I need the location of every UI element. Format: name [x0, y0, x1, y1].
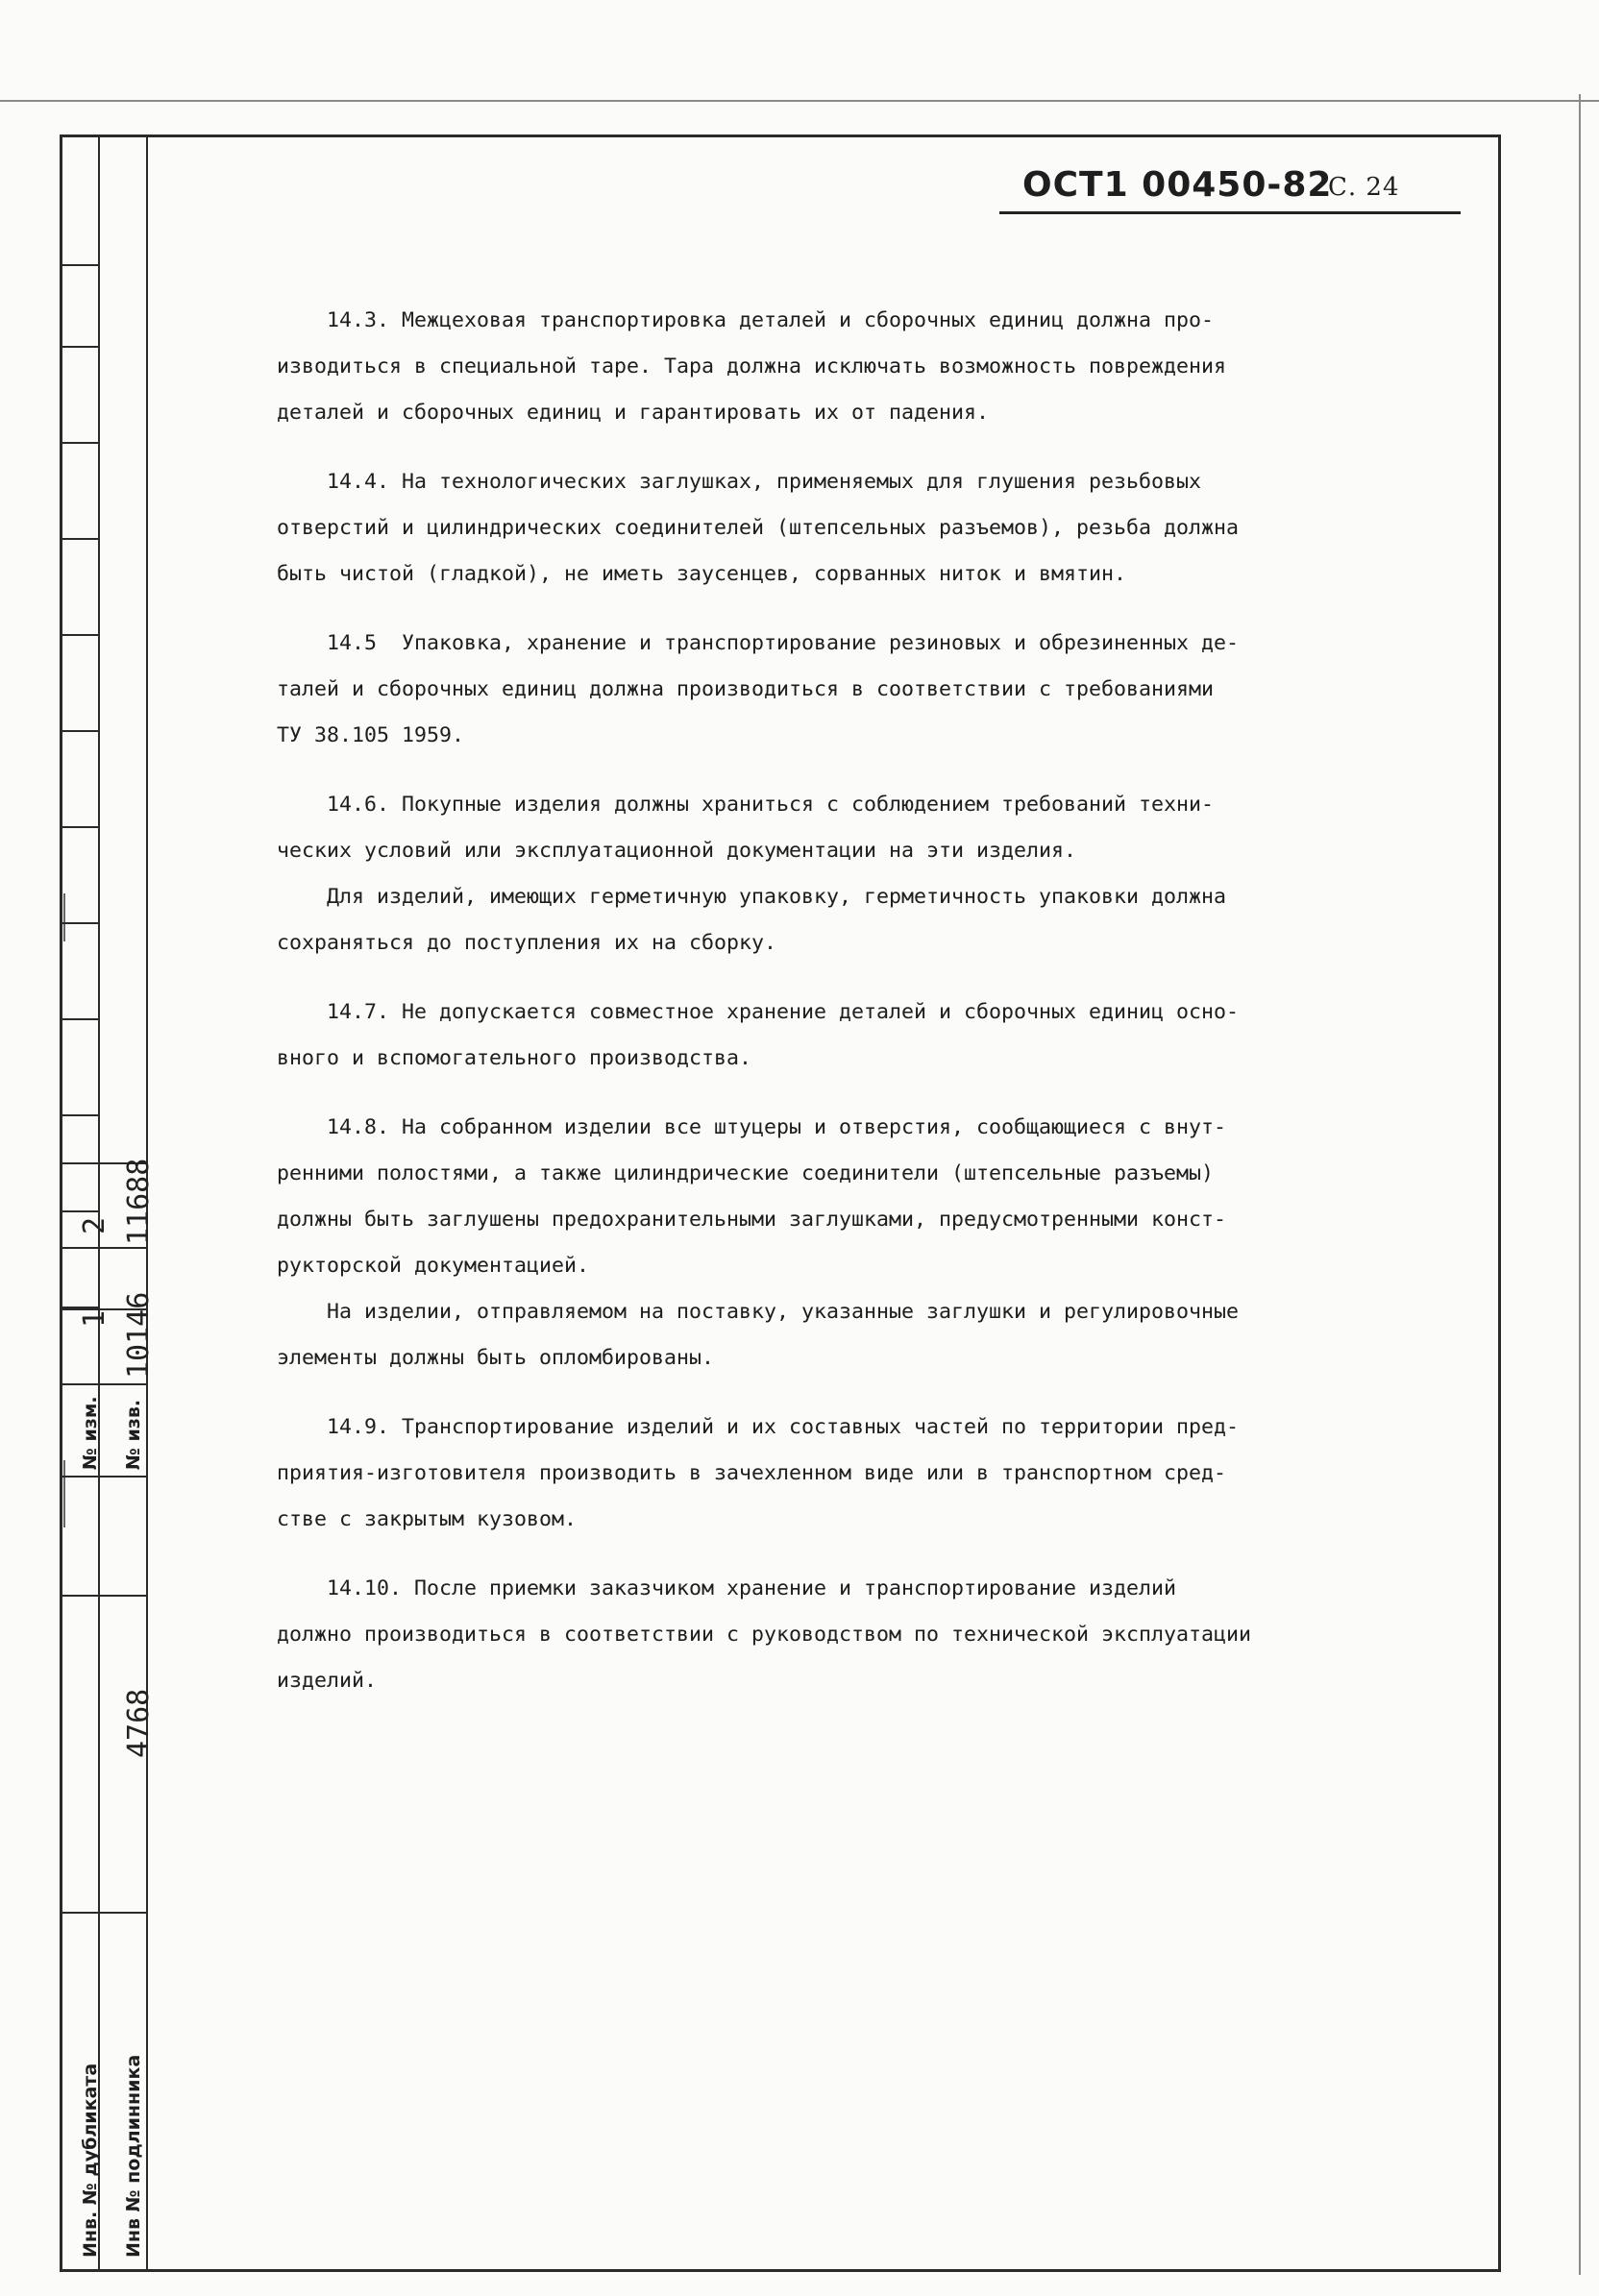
text-line: приятия-изготовителя производить в зачехленном виде или в транспортном сред-: [277, 1461, 1227, 1485]
text-line: изводиться в специальной таре. Тара должна исключать возможность повреждения: [277, 354, 1227, 379]
text-line: рукторской документацией.: [277, 1254, 590, 1278]
strip-divider: [60, 1018, 100, 1020]
text-line: элементы должны быть опломбированы.: [277, 1346, 715, 1370]
paragraph: [277, 782, 1441, 966]
text-line: талей и сборочных единиц должна производиться в соответствии с требованиями: [277, 677, 1215, 701]
paragraph: [277, 1404, 1441, 1543]
text-line: 14.9. Транспортирование изделий и их составных частей по территории пред-: [277, 1415, 1240, 1439]
paragraph-gap: [277, 598, 1441, 621]
document-number: ОСТ1 00450-82: [1022, 165, 1333, 205]
text-line: 14.5 Упаковка, хранение и транспортирование резиновых и обрезиненных де-: [277, 631, 1240, 655]
paragraph-gap: [277, 1082, 1441, 1105]
text-line: 14.3. Межцеховая транспортировка деталей и сборочных единиц должна про-: [277, 308, 1215, 332]
text-line: 14.7. Не допускается совместное хранение деталей и сборочных единиц осно-: [277, 1000, 1240, 1024]
text-line: стве с закрытым кузовом.: [277, 1507, 578, 1531]
strip-divider: [60, 1114, 100, 1116]
revision-izm-1: 1: [78, 1309, 111, 1328]
text-line: изделий.: [277, 1669, 378, 1693]
text-line: Для изделий, имеющих герметичную упаковку, герметичность упаковки должна: [277, 885, 1227, 909]
header-underline: [999, 211, 1461, 214]
dublikat-label: Инв. № дубликата: [80, 2063, 101, 2258]
strip-divider: [60, 1247, 148, 1249]
text-line: ТУ 38.105 1959.: [277, 723, 465, 747]
sheet-right-edge: [1579, 94, 1581, 2275]
podlinnik-number: 4768: [122, 1688, 156, 1758]
strip-divider: [60, 1912, 148, 1914]
paragraph-gap: [277, 436, 1441, 459]
strip-divider: [60, 1210, 100, 1212]
strip-divider: [60, 1383, 148, 1385]
text-line: 14.6. Покупные изделия должны храниться с соблюдением требований техни-: [277, 793, 1215, 817]
text-line: вного и вспомогательного производства.: [277, 1046, 752, 1070]
izm-label: № изм.: [80, 1396, 101, 1470]
text-line: быть чистой (гладкой), не иметь заусенцев, сорванных ниток и вмятин.: [277, 562, 1127, 586]
strip-divider: [60, 634, 100, 636]
strip-divider: [60, 346, 100, 348]
paragraph-gap: [277, 1543, 1441, 1566]
revision-izm-2: 2: [78, 1216, 111, 1234]
text-line: 14.8. На собранном изделии все штуцеры и отверстия, сообщающиеся с внут-: [277, 1115, 1227, 1139]
text-line: 14.4. На технологических заглушках, применяемых для глушения резьбовых: [277, 470, 1202, 494]
strip-divider: [60, 1595, 148, 1597]
paragraph-gap: [277, 966, 1441, 989]
paragraph-gap: [277, 759, 1441, 782]
text-line: отверстий и цилиндрических соединителей (штепсельных разъемов), резьба должна: [277, 516, 1240, 540]
paragraph: [277, 1105, 1441, 1381]
paragraph: [277, 298, 1441, 436]
strip-divider: [60, 730, 100, 732]
text-line: На изделии, отправляемом на поставку, указанные заглушки и регулировочные: [277, 1300, 1240, 1324]
strip-divider: [60, 826, 100, 828]
document-body: [277, 298, 1441, 1704]
podlinnik-label: Инв № подлинника: [123, 2054, 144, 2258]
text-line: должны быть заглушены предохранительными заглушками, предусмотренными конст-: [277, 1208, 1227, 1232]
strip-divider: [60, 538, 100, 540]
document-header: [999, 163, 1461, 221]
strip-divider: [60, 922, 100, 924]
strip-divider: [60, 264, 100, 266]
sheet-top-edge: [0, 100, 1599, 102]
paragraph: [277, 459, 1441, 598]
text-line: деталей и сборочных единиц и гарантировать их от падения.: [277, 401, 990, 425]
page-number: С. 24: [1328, 173, 1400, 202]
izv-label: № изв.: [123, 1399, 144, 1470]
paragraph: [277, 989, 1441, 1082]
strip-divider: [60, 1476, 148, 1478]
text-line: ренними полостями, а также цилиндрические соединители (штепсельные разъемы): [277, 1161, 1215, 1185]
revision-izv-1: 10146: [122, 1291, 156, 1379]
strip-column-1: [60, 134, 100, 2272]
text-line: 14.10. После приемки заказчиком хранение и транспортирование изделий: [277, 1576, 1177, 1600]
text-line: сохраняться до поступления их на сборку.: [277, 931, 777, 955]
text-line: должно производиться в соответствии с руководством по технической эксплуатации: [277, 1623, 1252, 1647]
paragraph: [277, 621, 1441, 759]
strip-stub: [63, 893, 65, 941]
revision-izv-2: 11688: [122, 1158, 156, 1245]
paragraph: [277, 1566, 1441, 1704]
strip-stub: [63, 1460, 65, 1527]
text-line: ческих условий или эксплуатационной документации на эти изделия.: [277, 839, 1077, 863]
strip-divider: [60, 442, 100, 444]
paragraph-gap: [277, 1381, 1441, 1404]
